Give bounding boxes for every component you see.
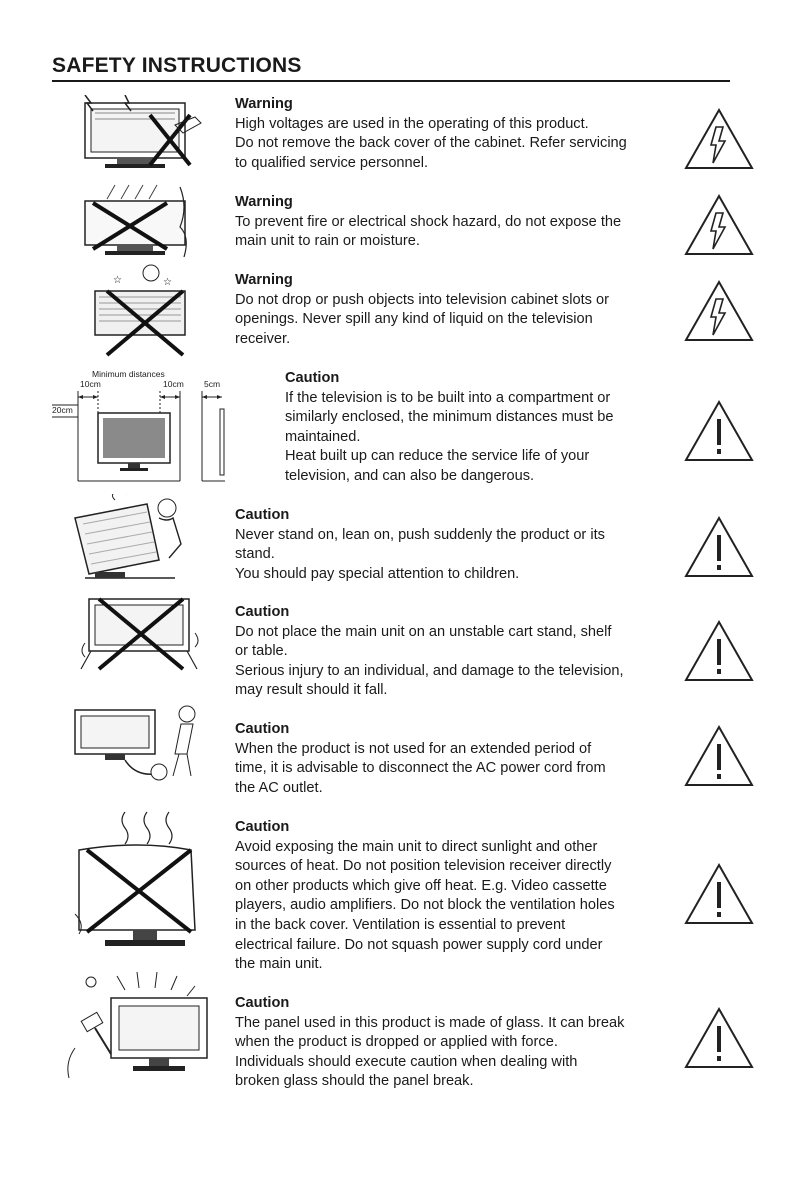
section-line: may result should it fall. (235, 682, 388, 699)
illustration-tv-covered-heat (55, 804, 225, 954)
section-heading: Warning (235, 96, 293, 112)
lightning-triangle-icon (683, 107, 755, 171)
section-line: the main unit. (235, 956, 323, 973)
illustration-hammer-glass (55, 968, 225, 1088)
section-line: electrical failure. Do not squash power supply cord under (235, 936, 603, 953)
section-line: receiver. (235, 330, 291, 347)
label-10cm-right: 10cm (163, 379, 184, 389)
section-line: on other products which give off heat. E.g. Video cassette (235, 877, 607, 894)
section-line: Individuals should execute caution when dealing with (235, 1053, 578, 1070)
label-10cm-left: 10cm (80, 379, 101, 389)
section-line: openings. Never spill any kind of liquid on the television (235, 311, 593, 328)
section-line: When the product is not used for an extended period of (235, 740, 592, 757)
section-line: maintained. (285, 428, 361, 445)
svg-text:☆: ☆ (163, 277, 172, 288)
section-heading: Caution (235, 721, 290, 737)
section-line: main unit to rain or moisture. (235, 233, 420, 250)
section-heading: Caution (285, 370, 340, 386)
exclamation-triangle-icon (683, 862, 755, 926)
section-line: High voltages are used in the operating of this product. (235, 115, 589, 132)
section-line: when the product is dropped or applied with force. (235, 1034, 558, 1051)
svg-text:☆: ☆ (113, 275, 122, 286)
lightning-triangle-icon (683, 193, 755, 257)
illustration-child-on-tv (55, 494, 225, 582)
section-line: Never stand on, lean on, push suddenly the product or its (235, 526, 605, 543)
section-heading: Warning (235, 272, 293, 288)
section-line: You should pay special attention to children. (235, 565, 520, 582)
exclamation-triangle-icon (683, 724, 755, 788)
label-20cm: 20cm (52, 405, 73, 415)
section-line: the AC outlet. (235, 779, 323, 796)
label-minimum-distances: Minimum distances (92, 369, 165, 379)
section-line: If the television is to be built into a compartment or (285, 389, 611, 406)
section-line: Do not remove the back cover of the cabinet. Refer servicing (235, 135, 627, 152)
section-heading: Caution (235, 507, 290, 523)
section-heading: Caution (235, 819, 290, 835)
section-line: Do not place the main unit on an unstable cart stand, shelf (235, 623, 612, 640)
section-line: Heat built up can reduce the service life of your (285, 448, 590, 465)
exclamation-triangle-icon (683, 515, 755, 579)
illustration-minimum-distances (50, 369, 240, 485)
section-heading: Caution (235, 604, 290, 620)
exclamation-triangle-icon (683, 619, 755, 683)
section-line: Avoid exposing the main unit to direct sunlight and other (235, 838, 598, 855)
section-line: To prevent fire or electrical shock hazard, do not expose the (235, 213, 622, 230)
section-line: stand. (235, 546, 275, 563)
section-line: broken glass should the panel break. (235, 1073, 474, 1090)
title-rule (52, 80, 730, 82)
illustration-tv-objects (55, 263, 225, 359)
section-line: in the back cover. Ventilation is essential to prevent (235, 916, 566, 933)
section-line: or table. (235, 643, 288, 660)
label-5cm: 5cm (204, 379, 221, 389)
section-line: time, it is advisable to disconnect the AC power cord from (235, 760, 606, 777)
exclamation-triangle-icon (683, 1006, 755, 1070)
section-line: to qualified service personnel. (235, 154, 429, 171)
section-heading: Caution (235, 995, 290, 1011)
illustration-unplug-tv (55, 704, 225, 784)
section-line: television, and can also be dangerous. (285, 467, 535, 484)
section-line: players, audio amplifiers. Do not block the ventilation holes (235, 897, 615, 914)
page-title: SAFETY INSTRUCTIONS (52, 54, 302, 77)
illustration-tv-back-cover (55, 95, 225, 175)
illustration-tv-rain (55, 183, 225, 263)
exclamation-triangle-icon (683, 399, 755, 463)
section-line: sources of heat. Do not position television receiver directly (235, 858, 612, 875)
illustration-tv-unstable (55, 593, 225, 673)
section-heading: Warning (235, 194, 293, 210)
section-line: Serious injury to an individual, and damage to the television, (235, 662, 624, 679)
section-line: similarly enclosed, the minimum distances must be (285, 409, 614, 426)
lightning-triangle-icon (683, 279, 755, 343)
section-line: Do not drop or push objects into television cabinet slots or (235, 291, 609, 308)
section-line: The panel used in this product is made of glass. It can break (235, 1014, 625, 1031)
